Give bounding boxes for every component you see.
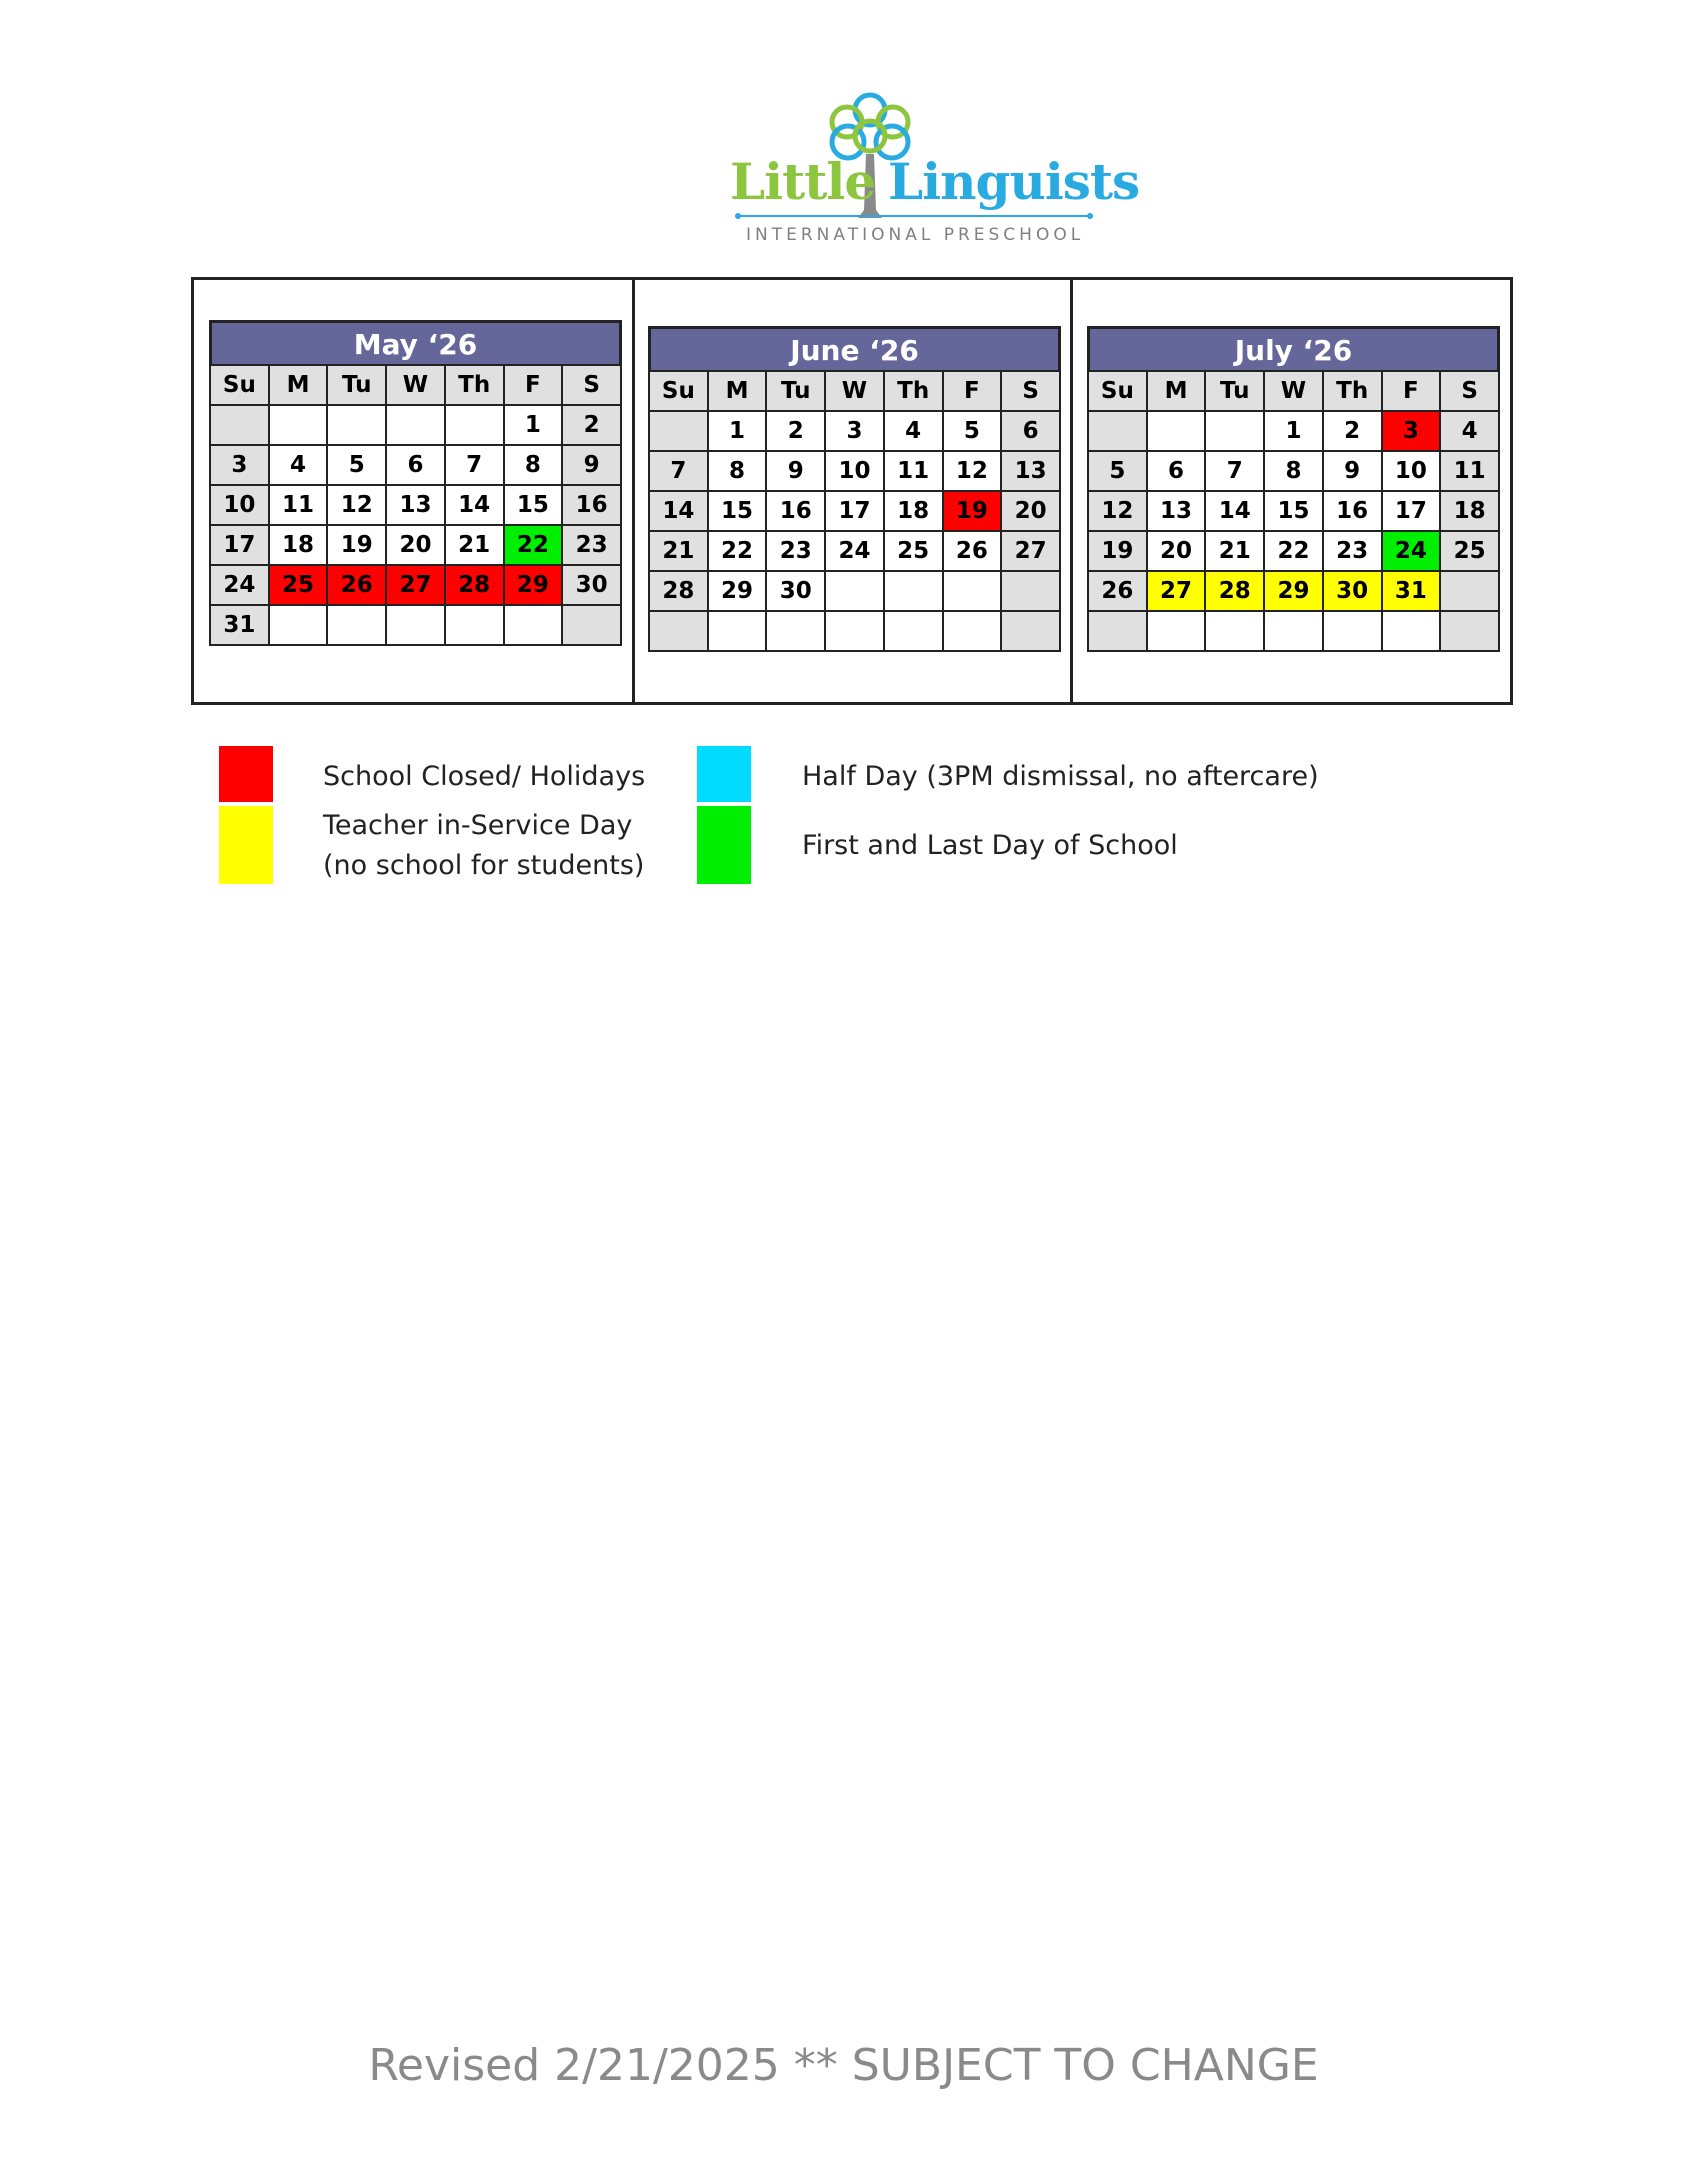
day-cell: 26 <box>1088 571 1147 611</box>
day-cell <box>504 605 563 645</box>
month-grid <box>209 364 622 646</box>
logo-word-linguists: Linguists <box>888 152 1140 211</box>
day-cell: 25 <box>1440 531 1499 571</box>
weekday-header: Tu <box>327 365 386 405</box>
day-cell: 16 <box>1323 491 1382 531</box>
day-cell: 22 <box>1264 531 1323 571</box>
day-cell: 8 <box>1264 451 1323 491</box>
week-row <box>210 405 621 445</box>
day-cell: 24 <box>1382 531 1441 571</box>
weekday-header: M <box>1147 371 1206 411</box>
day-cell: 21 <box>1205 531 1264 571</box>
month-title: May ‘26 <box>209 320 622 364</box>
month-grid <box>1087 370 1500 652</box>
day-cell <box>943 611 1002 651</box>
day-cell: 19 <box>943 491 1002 531</box>
day-cell: 20 <box>386 525 445 565</box>
weekday-header: S <box>1440 371 1499 411</box>
weekday-header-row <box>1088 371 1499 411</box>
day-cell <box>1264 611 1323 651</box>
day-cell: 28 <box>445 565 504 605</box>
day-cell <box>825 571 884 611</box>
day-cell: 13 <box>1147 491 1206 531</box>
week-row <box>1088 411 1499 451</box>
day-cell: 16 <box>562 485 621 525</box>
day-cell <box>445 605 504 645</box>
day-cell: 12 <box>1088 491 1147 531</box>
day-cell: 8 <box>708 451 767 491</box>
frame-divider <box>1070 280 1073 702</box>
day-cell: 7 <box>649 451 708 491</box>
day-cell: 20 <box>1001 491 1060 531</box>
day-cell <box>1001 571 1060 611</box>
day-cell <box>884 571 943 611</box>
day-cell <box>708 611 767 651</box>
weekday-header: W <box>386 365 445 405</box>
day-cell: 6 <box>1001 411 1060 451</box>
week-row <box>210 445 621 485</box>
day-cell <box>269 405 328 445</box>
day-cell <box>1323 611 1382 651</box>
weekday-header: Su <box>1088 371 1147 411</box>
weekday-header: Su <box>210 365 269 405</box>
day-cell: 11 <box>884 451 943 491</box>
week-row <box>649 611 1060 651</box>
day-cell: 24 <box>210 565 269 605</box>
day-cell: 9 <box>562 445 621 485</box>
day-cell: 30 <box>562 565 621 605</box>
weekday-header: Th <box>1323 371 1382 411</box>
week-row <box>649 451 1060 491</box>
weekday-header: Tu <box>766 371 825 411</box>
day-cell: 29 <box>1264 571 1323 611</box>
weekday-header: M <box>269 365 328 405</box>
week-row <box>649 571 1060 611</box>
day-cell <box>269 605 328 645</box>
day-cell: 14 <box>649 491 708 531</box>
day-cell <box>1147 411 1206 451</box>
day-cell <box>1205 611 1264 651</box>
weekday-header: F <box>504 365 563 405</box>
day-cell <box>1440 611 1499 651</box>
day-cell: 7 <box>1205 451 1264 491</box>
legend-label-halfday: Half Day (3PM dismissal, no aftercare) <box>802 761 1319 792</box>
month-title: June ‘26 <box>648 326 1061 370</box>
day-cell: 27 <box>386 565 445 605</box>
week-row <box>1088 451 1499 491</box>
day-cell: 21 <box>445 525 504 565</box>
day-cell: 28 <box>1205 571 1264 611</box>
day-cell: 5 <box>943 411 1002 451</box>
weekday-header: F <box>1382 371 1441 411</box>
weekday-header: W <box>1264 371 1323 411</box>
logo-word-little: Little <box>730 152 876 211</box>
day-cell: 11 <box>1440 451 1499 491</box>
day-cell: 3 <box>825 411 884 451</box>
weekday-header: S <box>1001 371 1060 411</box>
day-cell <box>649 411 708 451</box>
day-cell: 25 <box>884 531 943 571</box>
day-cell: 18 <box>269 525 328 565</box>
day-cell: 26 <box>327 565 386 605</box>
legend-label-closed: School Closed/ Holidays <box>323 761 646 792</box>
weekday-header: F <box>943 371 1002 411</box>
week-row <box>210 605 621 645</box>
day-cell <box>1001 611 1060 651</box>
day-cell <box>825 611 884 651</box>
month-june <box>648 326 1061 652</box>
day-cell: 29 <box>504 565 563 605</box>
day-cell <box>327 405 386 445</box>
day-cell: 23 <box>766 531 825 571</box>
day-cell: 5 <box>1088 451 1147 491</box>
day-cell: 15 <box>708 491 767 531</box>
day-cell: 10 <box>1382 451 1441 491</box>
day-cell <box>386 605 445 645</box>
weekday-header-row <box>649 371 1060 411</box>
weekday-header-row <box>210 365 621 405</box>
day-cell: 30 <box>766 571 825 611</box>
revision-footer: Revised 2/21/2025 ** SUBJECT TO CHANGE <box>368 2040 1319 2091</box>
day-cell: 15 <box>504 485 563 525</box>
day-cell <box>1088 411 1147 451</box>
day-cell: 19 <box>327 525 386 565</box>
week-row <box>649 411 1060 451</box>
week-row <box>649 531 1060 571</box>
day-cell <box>210 405 269 445</box>
week-row <box>210 565 621 605</box>
day-cell: 4 <box>884 411 943 451</box>
day-cell: 14 <box>445 485 504 525</box>
day-cell: 18 <box>884 491 943 531</box>
day-cell <box>1205 411 1264 451</box>
day-cell: 24 <box>825 531 884 571</box>
weekday-header: Tu <box>1205 371 1264 411</box>
day-cell: 15 <box>1264 491 1323 531</box>
day-cell: 14 <box>1205 491 1264 531</box>
weekday-header: M <box>708 371 767 411</box>
week-row <box>1088 571 1499 611</box>
day-cell: 29 <box>708 571 767 611</box>
day-cell <box>884 611 943 651</box>
day-cell: 10 <box>825 451 884 491</box>
day-cell: 4 <box>1440 411 1499 451</box>
legend-swatch-halfday <box>697 746 751 802</box>
day-cell: 2 <box>1323 411 1382 451</box>
day-cell: 23 <box>1323 531 1382 571</box>
day-cell: 20 <box>1147 531 1206 571</box>
week-row <box>1088 611 1499 651</box>
day-cell: 13 <box>1001 451 1060 491</box>
week-row <box>1088 531 1499 571</box>
month-grid <box>648 370 1061 652</box>
day-cell <box>1440 571 1499 611</box>
day-cell: 25 <box>269 565 328 605</box>
day-cell: 27 <box>1147 571 1206 611</box>
day-cell: 8 <box>504 445 563 485</box>
day-cell <box>562 605 621 645</box>
day-cell: 1 <box>1264 411 1323 451</box>
logo-tagline: INTERNATIONAL PRESCHOOL <box>746 225 1085 245</box>
day-cell <box>1147 611 1206 651</box>
legend-label-inservice: Teacher in-Service Day <box>323 810 633 841</box>
day-cell <box>327 605 386 645</box>
weekday-header: Th <box>884 371 943 411</box>
day-cell: 30 <box>1323 571 1382 611</box>
day-cell: 17 <box>210 525 269 565</box>
legend-swatch-firstlast <box>697 806 751 884</box>
month-july <box>1087 326 1500 652</box>
day-cell <box>445 405 504 445</box>
day-cell: 2 <box>766 411 825 451</box>
day-cell: 12 <box>943 451 1002 491</box>
day-cell: 6 <box>386 445 445 485</box>
legend-swatch-inservice <box>219 806 273 884</box>
day-cell: 4 <box>269 445 328 485</box>
day-cell: 31 <box>1382 571 1441 611</box>
week-row <box>649 491 1060 531</box>
day-cell: 26 <box>943 531 1002 571</box>
weekday-header: W <box>825 371 884 411</box>
day-cell <box>1088 611 1147 651</box>
day-cell: 16 <box>766 491 825 531</box>
day-cell: 11 <box>269 485 328 525</box>
day-cell: 17 <box>1382 491 1441 531</box>
day-cell: 21 <box>649 531 708 571</box>
day-cell: 18 <box>1440 491 1499 531</box>
day-cell: 3 <box>210 445 269 485</box>
school-logo <box>730 90 1140 255</box>
day-cell: 12 <box>327 485 386 525</box>
day-cell <box>1382 611 1441 651</box>
legend-label-firstlast: First and Last Day of School <box>802 830 1178 861</box>
day-cell <box>386 405 445 445</box>
week-row <box>210 485 621 525</box>
day-cell <box>943 571 1002 611</box>
day-cell: 6 <box>1147 451 1206 491</box>
day-cell: 1 <box>504 405 563 445</box>
day-cell: 1 <box>708 411 767 451</box>
day-cell: 3 <box>1382 411 1441 451</box>
weekday-header: Th <box>445 365 504 405</box>
day-cell: 27 <box>1001 531 1060 571</box>
month-may <box>209 320 622 646</box>
day-cell: 13 <box>386 485 445 525</box>
day-cell: 7 <box>445 445 504 485</box>
day-cell <box>649 611 708 651</box>
day-cell: 28 <box>649 571 708 611</box>
weekday-header: Su <box>649 371 708 411</box>
day-cell: 31 <box>210 605 269 645</box>
frame-divider <box>632 280 635 702</box>
month-title: July ‘26 <box>1087 326 1500 370</box>
day-cell: 10 <box>210 485 269 525</box>
day-cell: 2 <box>562 405 621 445</box>
weekday-header: S <box>562 365 621 405</box>
day-cell: 19 <box>1088 531 1147 571</box>
day-cell <box>766 611 825 651</box>
day-cell: 9 <box>1323 451 1382 491</box>
day-cell: 23 <box>562 525 621 565</box>
day-cell: 9 <box>766 451 825 491</box>
week-row <box>1088 491 1499 531</box>
week-row <box>210 525 621 565</box>
legend-label-inservice-note: (no school for students) <box>323 850 645 881</box>
day-cell: 22 <box>504 525 563 565</box>
legend-swatch-closed <box>219 746 273 802</box>
day-cell: 17 <box>825 491 884 531</box>
day-cell: 22 <box>708 531 767 571</box>
day-cell: 5 <box>327 445 386 485</box>
